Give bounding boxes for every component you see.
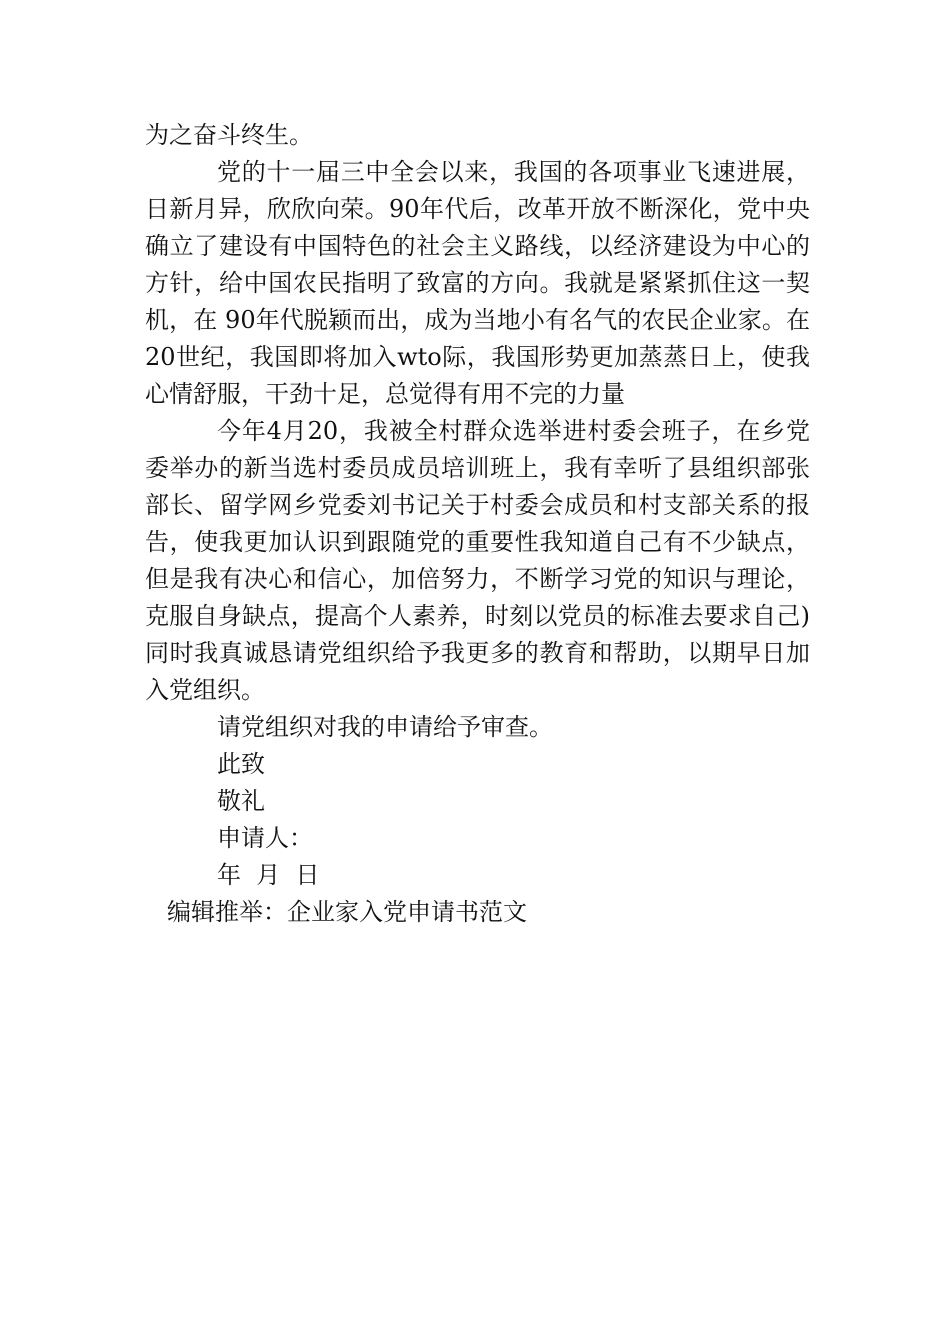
document-body xyxy=(145,117,810,931)
paragraph-village-committee: 今年4月20，我被全村群众选举进村委会班子，在乡党委举办的新当选村委员成员培训班上，我有幸听了县组织部张部长、留学网乡党委刘书记关于村委会成员和村支部关系的报告，使我更加认识到跟随党的重要性我知道自己有不少缺点，但是我有决心和信心，加倍努力，不断学习党的知识与理论，克服自身缺点，提高个人素养，时刻以党员的标准去要求自己)同时我真诚恳请党组织给予我更多的教育和帮助，以期早日加入党组织。 xyxy=(145,417,810,704)
paragraph-continuation: 为之奋斗终生。 xyxy=(145,121,313,149)
date-line: 年 月 日 xyxy=(217,861,320,889)
editor-recommendation: 编辑推举：企业家入党申请书范文 xyxy=(167,898,527,926)
applicant-label: 申请人： xyxy=(217,824,313,852)
salutation-jingli: 敬礼 xyxy=(217,787,265,815)
request-line: 请党组织对我的申请给予审查。 xyxy=(217,713,553,741)
paragraph-party-history: 党的十一届三中全会以来，我国的各项事业飞速进展，日新月异，欣欣向荣。90年代后，改革开放不断深化，党中央确立了建设有中国特色的社会主义路线，以经济建设为中心的方针，给中国农民指明了致富的方向。我就是紧紧抓住这一契机，在 90年代脱颖而出，成为当地小有名气的农民企业家。在20世纪，我国即将加入wto际，我国形势更加蒸蒸日上，使我心情舒服，干劲十足，总觉得有用不完的力量 xyxy=(145,158,810,408)
salutation-cizhi: 此致 xyxy=(217,750,265,778)
